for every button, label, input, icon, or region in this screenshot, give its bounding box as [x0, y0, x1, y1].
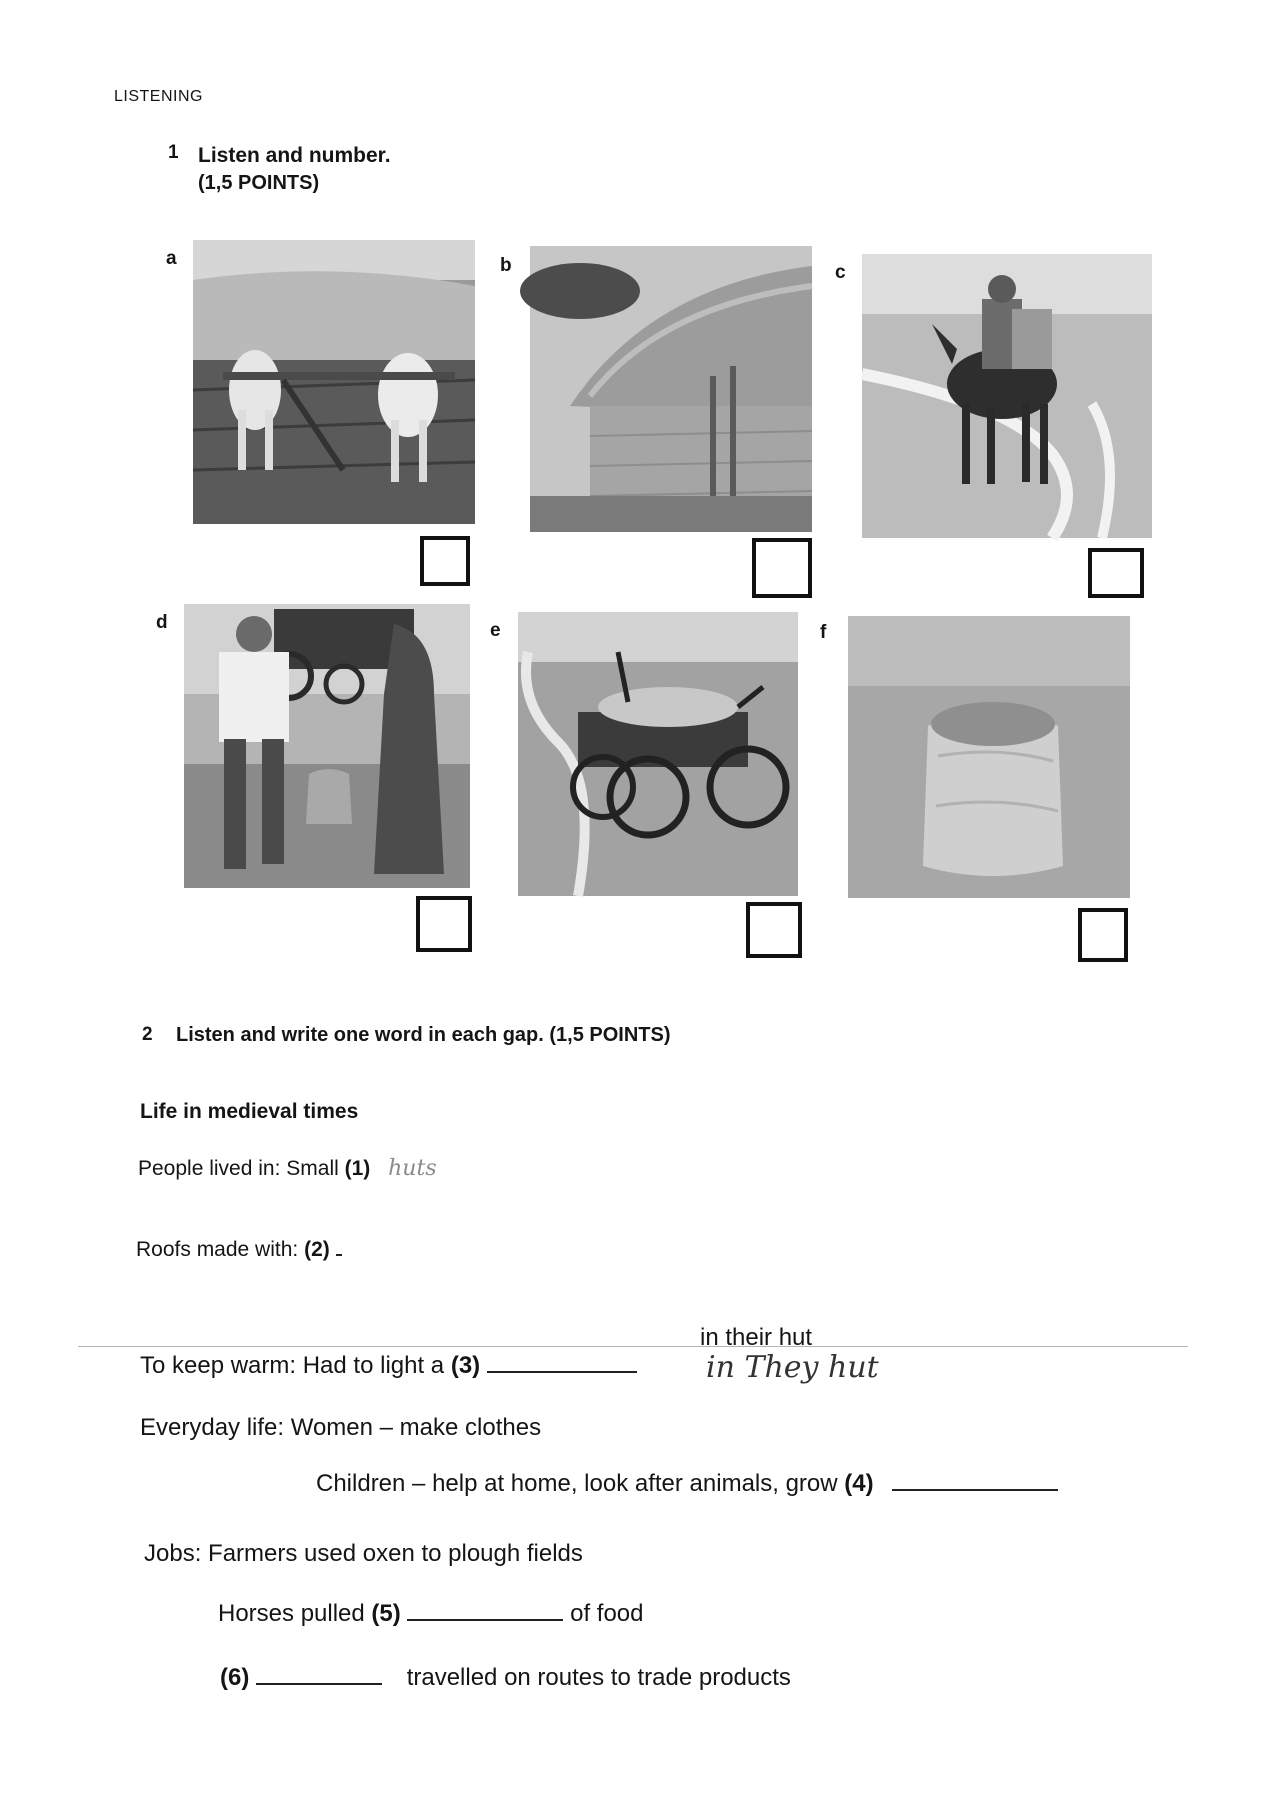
picture-letter-a: a: [166, 248, 177, 269]
answer-5-blank[interactable]: [407, 1615, 563, 1621]
photo-oxen-ploughing: [193, 240, 475, 524]
gap-line-3: [140, 1352, 637, 1380]
section-subheading: Life in medieval times: [140, 1100, 359, 1123]
answer-1-handwritten[interactable]: huts: [388, 1156, 437, 1181]
gap-line-3-cut-text: in their hut: [700, 1324, 813, 1351]
scan-divider-line: [78, 1346, 1188, 1347]
gap-line-7: [218, 1600, 644, 1628]
exercise-1-title: Listen and number.: [198, 144, 391, 167]
picture-letter-c: c: [835, 262, 846, 283]
answer-box-e[interactable]: [746, 902, 802, 958]
photo-knight-on-horse: [862, 254, 1152, 538]
photo-wooden-cart: [518, 612, 798, 896]
answer-box-f[interactable]: [1078, 908, 1128, 962]
photo-thatched-hut: [530, 246, 812, 532]
gap-line-1: [138, 1156, 437, 1181]
answer-box-a[interactable]: [420, 536, 470, 586]
gap-number-5: (5): [371, 1600, 401, 1627]
answer-box-d[interactable]: [416, 896, 472, 952]
gap-line-5: [316, 1470, 1058, 1498]
gap-line-3-text: To keep warm: Had to light a: [140, 1352, 445, 1379]
exercise-1-number: 1: [168, 142, 179, 163]
picture-letter-d: d: [156, 612, 168, 633]
gap-line-4: Everyday life: Women – make clothes: [140, 1414, 542, 1441]
gap-number-2: (2): [304, 1238, 330, 1261]
gap-line-7-suffix: of food: [570, 1600, 644, 1627]
gap-line-1-text: People lived in: Small: [138, 1157, 339, 1180]
answer-box-c[interactable]: [1088, 548, 1144, 598]
gap-line-7-text: Horses pulled: [218, 1600, 365, 1627]
picture-letter-e: e: [490, 620, 501, 641]
exercise-1-points: (1,5 POINTS): [198, 172, 320, 194]
picture-letter-f: f: [820, 622, 827, 643]
gap-line-6: Jobs: Farmers used oxen to plough fields: [144, 1540, 583, 1567]
exercise-2-number: 2: [142, 1024, 153, 1045]
gap-number-1: (1): [344, 1157, 371, 1180]
answer-4-blank[interactable]: [892, 1485, 1058, 1491]
gap-line-2: [136, 1238, 342, 1262]
gap-number-6: (6): [220, 1664, 250, 1691]
exercise-2-title: Listen and write one word in each gap. (1,5 POINTS): [176, 1024, 671, 1046]
photo-peasants-trading: [184, 604, 470, 888]
answer-6-blank[interactable]: [256, 1679, 382, 1685]
gap-number-3: (3): [450, 1352, 481, 1379]
gap-line-8: [220, 1664, 791, 1692]
answer-3-handwritten: in They hut: [706, 1350, 879, 1385]
gap-line-5-text: Children – help at home, look after animals, grow: [316, 1470, 838, 1497]
gap-line-8-suffix: travelled on routes to trade products: [406, 1664, 791, 1691]
answer-2-blank[interactable]: [336, 1250, 342, 1256]
picture-letter-b: b: [500, 255, 512, 276]
answer-3-blank[interactable]: [487, 1367, 637, 1373]
answer-box-b[interactable]: [752, 538, 812, 598]
photo-sack-of-grain: [848, 616, 1130, 898]
section-label: LISTENING: [114, 88, 203, 105]
gap-line-2-text: Roofs made with:: [136, 1238, 299, 1261]
gap-number-4: (4): [844, 1470, 874, 1497]
